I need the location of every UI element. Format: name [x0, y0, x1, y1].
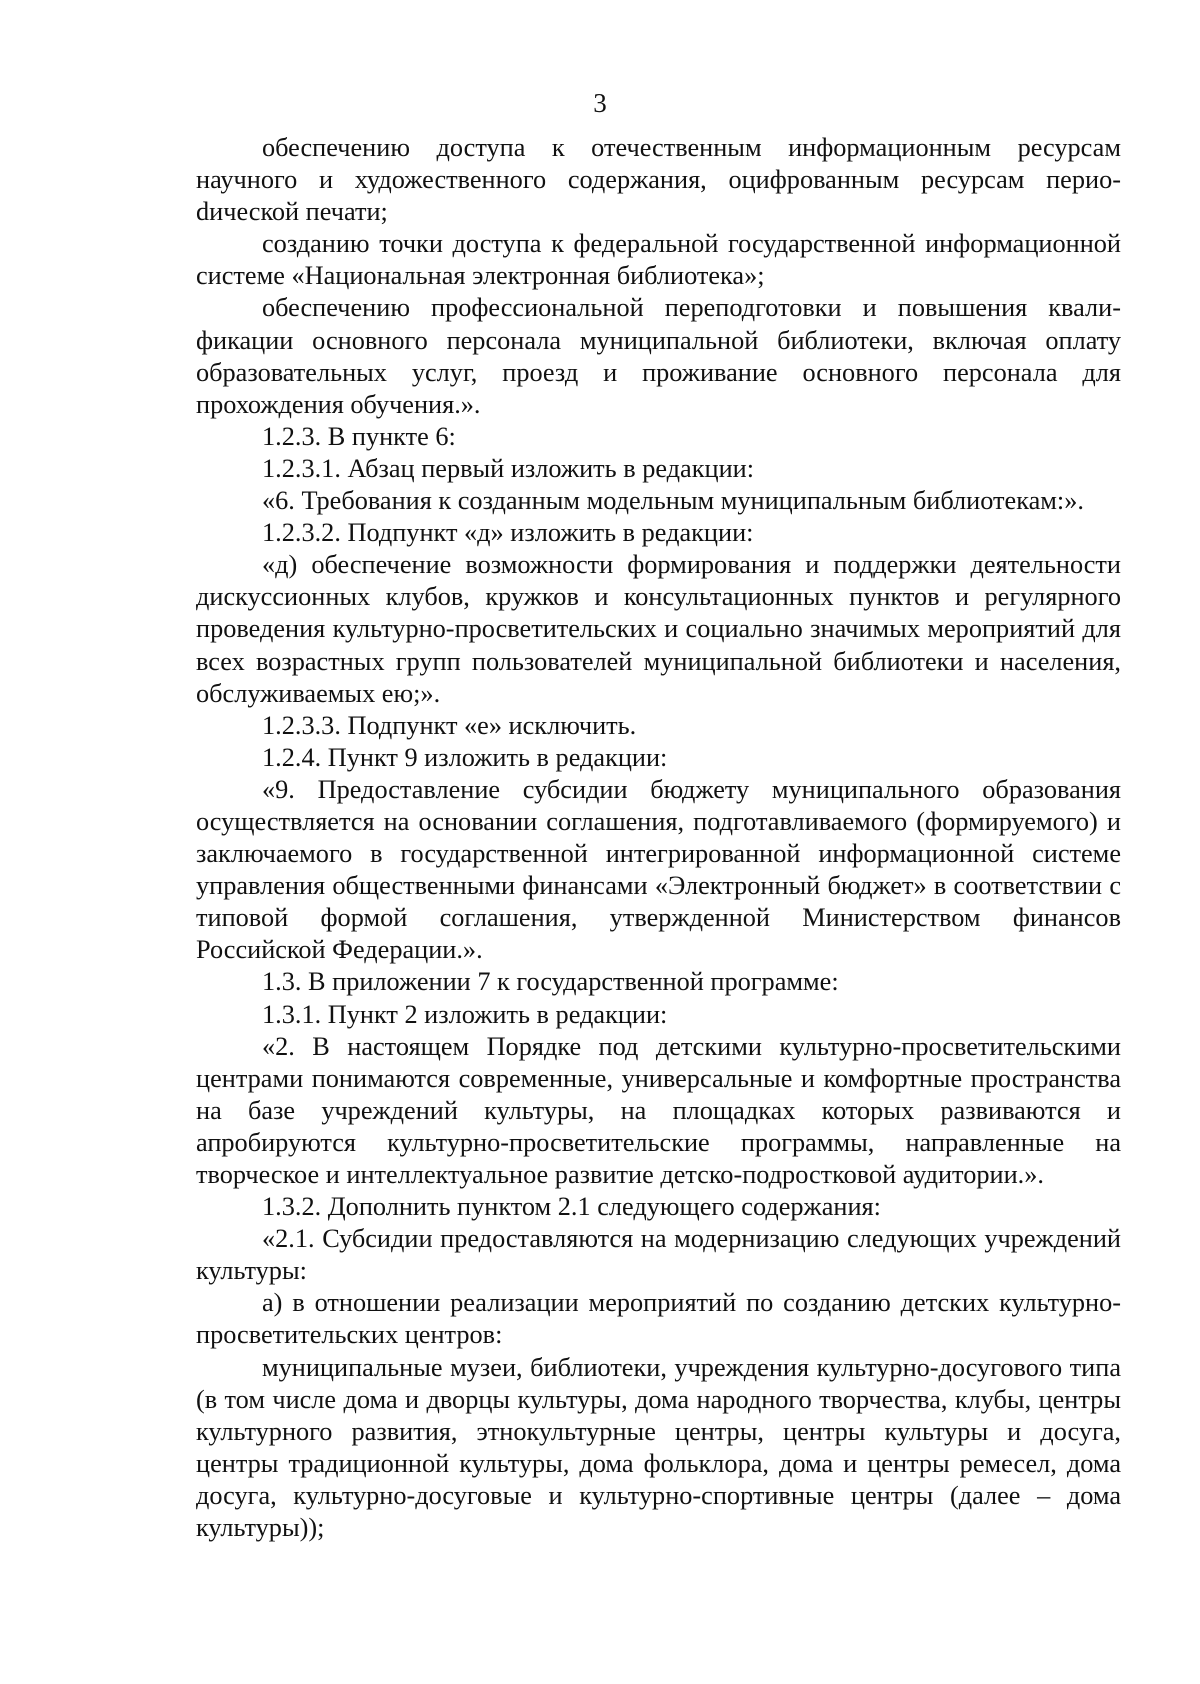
paragraph: обеспечению доступа к отечественным информационным ресурсам научного и художественного содержания, оцифрованным ресурсам периоdической печати;: [196, 133, 1121, 227]
paragraph: муниципальные музеи, библиотеки, учреждения культурно-досугового типа (в том числе дома и дворцы культуры, дома народного творчества, клубы, центры культурного развития, этнокультурные центры, центры культуры и досуга, центры традиционной культуры, дома фольклора, дома и центры ремесел, дома досуга, культурно-досуговые и культурно-спортивные центры (далее – дома культуры));: [196, 1352, 1121, 1543]
paragraph: «9. Предоставление субсидии бюджету муниципального образования осуществляется на основании соглашения, подготавливаемого (формируемого) и заключаемого в государственной интегрированной информационной системе управления общественными финансами «Электронный бюджет» в соответствии с типовой формой соглашения, утвержденной Министерством финансов Российской Федерации.».: [196, 774, 1121, 965]
page-number: 3: [593, 88, 607, 118]
paragraph: 1.2.3.2. Подпункт «д» изложить в редакции:: [262, 518, 754, 548]
paragraph: 1.2.3.1. Абзац первый изложить в редакции:: [262, 453, 755, 483]
paragraph: «6. Требования к созданным модельным муниципальным библиотекам:».: [262, 486, 1084, 516]
paragraph: 1.3.2. Дополнить пунктом 2.1 следующего содержания:: [262, 1192, 881, 1222]
paragraph: «2. В настоящем Порядке под детскими культурно-просветительскими центрами понимаются современные, универсальные и комфортные пространства на базе учреждений культуры, на площадках которых развиваются и апробируются культурно-просветительские программы, направленные на творческое и интеллектуальное развитие детско-подростковой аудитории.».: [196, 1031, 1121, 1189]
paragraph: 1.2.4. Пункт 9 изложить в редакции:: [262, 742, 668, 772]
paragraph: 1.2.3.3. Подпункт «е» исключить.: [262, 710, 637, 740]
paragraph: обеспечению профессиональной переподготовки и повышения квалификации основного персонала муниципальной библиотеки, включая оплату образовательных услуг, проезд и проживание основного персонала для прохождения обучения.».: [196, 293, 1121, 419]
paragraph: «д) обеспечение возможности формирования и поддержки деятельности дискуссионных клубов, кружков и консультационных пунктов и регулярного проведения культурно-просветительских и социально значимых мероприятий для всех возрастных групп пользователей муниципальной библиотеки и населения, обслуживаемых ею;».: [196, 550, 1121, 708]
paragraph: а) в отношении реализации мероприятий по созданию детских культурно-просветительских центров:: [196, 1288, 1121, 1350]
document-body: [196, 132, 1121, 1544]
paragraph: созданию точки доступа к федеральной государственной информационной системе «Национальная электронная библиотека»;: [196, 229, 1121, 291]
paragraph: 1.3. В приложении 7 к государственной программе:: [262, 967, 839, 997]
paragraph: 1.2.3. В пункте 6:: [262, 421, 456, 451]
paragraph: «2.1. Субсидии предоставляются на модернизацию следующих учреждений культуры:: [196, 1224, 1121, 1286]
paragraph: 1.3.1. Пункт 2 изложить в редакции:: [262, 999, 668, 1029]
